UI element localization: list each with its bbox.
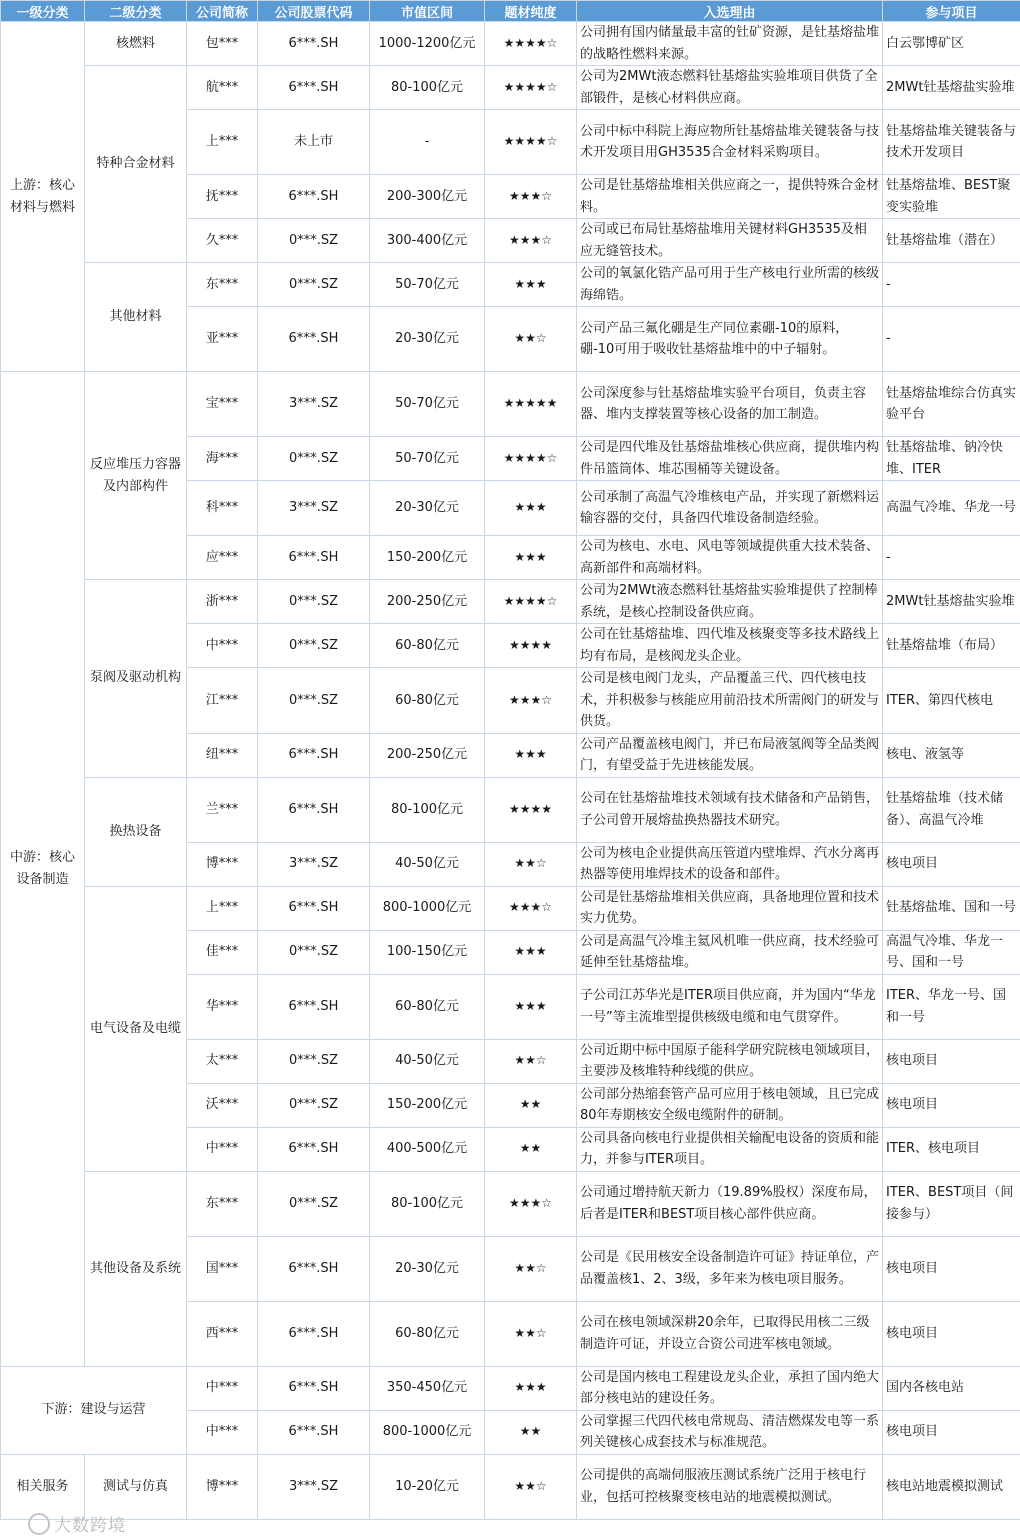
stock-code: 6***.SH [258,886,370,930]
purity-stars: ★★★ [485,733,577,777]
table-row [1,263,1020,307]
company-name: 博*** [187,842,258,886]
stock-code: 6***.SH [258,1127,370,1171]
stock-code: 0***.SZ [258,668,370,734]
stock-code: 0***.SZ [258,437,370,481]
project-text: ITER、华龙一号、国和一号 [883,974,1020,1039]
purity-stars: ★★★★☆ [485,66,577,110]
cat2-cell: 其他材料 [85,263,187,372]
reason-text: 公司为2MWt液态燃料钍基熔盐实验堆项目供货了全部锻件，是核心材料供应商。 [577,66,883,110]
stock-code: 6***.SH [258,536,370,580]
stock-code: 6***.SH [258,974,370,1039]
header-project: 参与项目 [883,1,1020,22]
table-row [1,777,1020,842]
stock-code: 3***.SZ [258,481,370,536]
purity-stars: ★★ [485,1083,577,1127]
company-name: 华*** [187,974,258,1039]
company-name: 太*** [187,1039,258,1083]
market-cap: 150-200亿元 [370,1083,485,1127]
company-name: 亚*** [187,307,258,372]
company-name: 宝*** [187,372,258,437]
market-cap: 60-80亿元 [370,1301,485,1366]
stock-code: 6***.SH [258,1236,370,1301]
purity-stars: ★★★☆ [485,175,577,219]
header-code: 公司股票代码 [258,1,370,22]
market-cap: 40-50亿元 [370,842,485,886]
company-name: 兰*** [187,777,258,842]
stock-code: 6***.SH [258,777,370,842]
market-cap: 1000-1200亿元 [370,22,485,66]
reason-text: 公司深度参与钍基熔盐堆实验平台项目，负责主容器、堆内支撑装置等核心设备的加工制造。 [577,372,883,437]
purity-stars: ★★☆ [485,842,577,886]
reason-text: 公司是高温气冷堆主氦风机唯一供应商，技术经验可延伸至钍基熔盐堆。 [577,930,883,974]
market-cap: 200-300亿元 [370,175,485,219]
reason-text: 公司是核电阀门龙头，产品覆盖三代、四代核电技术，并积极参与核能应用前沿技术所需阀门的研发与供货。 [577,668,883,734]
reason-text: 公司是钍基熔盐堆相关供应商，具备地理位置和技术实力优势。 [577,886,883,930]
market-cap: 50-70亿元 [370,372,485,437]
header-cap: 市值区间 [370,1,485,22]
market-cap: 50-70亿元 [370,263,485,307]
reason-text: 公司在核电领域深耕20余年，已取得民用核二三级制造许可证，并设立合资公司进军核电领域。 [577,1301,883,1366]
stock-code: 0***.SZ [258,219,370,263]
project-text: 核电项目 [883,1410,1020,1454]
table-row [1,66,1020,110]
watermark [28,1511,126,1536]
purity-stars: ★★☆ [485,1454,577,1519]
company-name: 博*** [187,1454,258,1519]
company-name: 航*** [187,66,258,110]
purity-stars: ★★★★★ [485,372,577,437]
cat1-cell: 中游：核心设备制造 [1,372,85,1367]
project-text: 高温气冷堆、华龙一号、国和一号 [883,930,1020,974]
market-cap: 60-80亿元 [370,624,485,668]
reason-text: 公司部分热缩套管产品可应用于核电领域，且已完成80年寿期核安全级电缆附件的研制。 [577,1083,883,1127]
cat1-cell: 上游：核心材料与燃料 [1,22,85,372]
reason-text: 公司在钍基熔盐堆、四代堆及核聚变等多技术路线上均有布局，是核阀龙头企业。 [577,624,883,668]
stock-code: 6***.SH [258,1410,370,1454]
reason-text: 公司产品覆盖核电阀门，并已布局液氢阀等全品类阀门，有望受益于先进核能发展。 [577,733,883,777]
cat2-cell: 测试与仿真 [85,1454,187,1519]
purity-stars: ★★★☆ [485,219,577,263]
company-name: 包*** [187,22,258,66]
reason-text: 公司提供的高端伺服液压测试系统广泛用于核电行业，包括可控核聚变核电站的地震模拟测试。 [577,1454,883,1519]
project-text: 白云鄂博矿区 [883,22,1020,66]
stock-code: 0***.SZ [258,1039,370,1083]
market-cap: 80-100亿元 [370,1171,485,1236]
header-reason: 入选理由 [577,1,883,22]
company-name: 东*** [187,263,258,307]
purity-stars: ★★★★ [485,777,577,842]
reason-text: 公司或已布局钍基熔盐堆用关键材料GH3535及相应无缝管技术。 [577,219,883,263]
company-name: 浙*** [187,580,258,624]
header-cat2: 二级分类 [85,1,187,22]
cat2-cell: 换热设备 [85,777,187,886]
company-name: 上*** [187,886,258,930]
reason-text: 子公司江苏华光是ITER项目供应商，并为国内“华龙一号”等主流堆型提供核级电缆和电气贯穿件。 [577,974,883,1039]
market-cap: - [370,110,485,175]
header-row [1,1,1020,22]
purity-stars: ★★★☆ [485,1171,577,1236]
reason-text: 公司产品三氟化硼是生产同位素硼-10的原料，硼-10可用于吸收钍基熔盐堆中的中子辐射。 [577,307,883,372]
reason-text: 公司是四代堆及钍基熔盐堆核心供应商，提供堆内构件吊篮筒体、堆芯围桶等关键设备。 [577,437,883,481]
watermark-logo-icon [28,1513,50,1535]
market-cap: 20-30亿元 [370,481,485,536]
company-name: 东*** [187,1171,258,1236]
stock-code: 0***.SZ [258,1083,370,1127]
cat2-cell: 其他设备及系统 [85,1171,187,1366]
project-text: 钍基熔盐堆（潜在） [883,219,1020,263]
company-name: 中*** [187,1410,258,1454]
cat1-cell: 相关服务 [1,1454,85,1519]
project-text: 2MWt钍基熔盐实验堆 [883,580,1020,624]
reason-text: 公司拥有国内储量最丰富的钍矿资源，是钍基熔盐堆的战略性燃料来源。 [577,22,883,66]
project-text: 钍基熔盐堆、钠冷快堆、ITER [883,437,1020,481]
market-cap: 350-450亿元 [370,1366,485,1410]
purity-stars: ★★★★ [485,624,577,668]
project-text: - [883,536,1020,580]
reason-text: 公司在钍基熔盐堆技术领域有技术储备和产品销售，子公司曾开展熔盐换热器技术研究。 [577,777,883,842]
header-name: 公司简称 [187,1,258,22]
company-name: 上*** [187,110,258,175]
stock-code: 0***.SZ [258,1171,370,1236]
project-text: 核电项目 [883,1083,1020,1127]
project-text: 高温气冷堆、华龙一号 [883,481,1020,536]
market-cap: 10-20亿元 [370,1454,485,1519]
market-cap: 800-1000亿元 [370,886,485,930]
stock-code: 6***.SH [258,1366,370,1410]
purity-stars: ★★★★☆ [485,580,577,624]
company-name: 海*** [187,437,258,481]
project-text: ITER、核电项目 [883,1127,1020,1171]
stock-code: 0***.SZ [258,263,370,307]
reason-text: 公司为核电、水电、风电等领域提供重大技术装备、高新部件和高端材料。 [577,536,883,580]
company-name: 纽*** [187,733,258,777]
company-name: 科*** [187,481,258,536]
project-text: 核电、液氢等 [883,733,1020,777]
reason-text: 公司的氧氯化锆产品可用于生产核电行业所需的核级海绵锆。 [577,263,883,307]
reason-text: 公司是《民用核安全设备制造许可证》持证单位，产品覆盖核1、2、3级，多年来为核电项目服务。 [577,1236,883,1301]
market-cap: 20-30亿元 [370,1236,485,1301]
cat1-cell: 下游：建设与运营 [1,1366,187,1454]
purity-stars: ★★★★☆ [485,22,577,66]
project-text: 核电项目 [883,1236,1020,1301]
reason-text: 公司具备向核电行业提供相关输配电设备的资质和能力，并参与ITER项目。 [577,1127,883,1171]
market-cap: 400-500亿元 [370,1127,485,1171]
project-text: 钍基熔盐堆（布局） [883,624,1020,668]
company-name: 久*** [187,219,258,263]
purity-stars: ★★★☆ [485,668,577,734]
stock-code: 6***.SH [258,175,370,219]
project-text: 核电项目 [883,1039,1020,1083]
purity-stars: ★★★ [485,263,577,307]
market-cap: 200-250亿元 [370,580,485,624]
reason-text: 公司为核电企业提供高压管道内壁堆焊、汽水分离再热器等使用堆焊技术的设备和部件。 [577,842,883,886]
purity-stars: ★★★★☆ [485,437,577,481]
market-cap: 100-150亿元 [370,930,485,974]
project-text: - [883,263,1020,307]
company-name: 国*** [187,1236,258,1301]
market-cap: 20-30亿元 [370,307,485,372]
table-row [1,372,1020,437]
project-text: 钍基熔盐堆综合仿真实验平台 [883,372,1020,437]
project-text: 核电项目 [883,842,1020,886]
reason-text: 公司通过增持航天新力（19.89%股权）深度布局，后者是ITER和BEST项目核心部件供应商。 [577,1171,883,1236]
purity-stars: ★★☆ [485,307,577,372]
reason-text: 公司是国内核电工程建设龙头企业，承担了国内绝大部分核电站的建设任务。 [577,1366,883,1410]
stock-code: 6***.SH [258,66,370,110]
cat2-cell: 核燃料 [85,22,187,66]
reason-text: 公司掌握三代四代核电常规岛、清洁燃煤发电等一系列关键核心成套技术与标准规范。 [577,1410,883,1454]
reason-text: 公司是钍基熔盐堆相关供应商之一，提供特殊合金材料。 [577,175,883,219]
company-name: 中*** [187,1127,258,1171]
purity-stars: ★★ [485,1410,577,1454]
stock-code: 未上市 [258,110,370,175]
header-cat1: 一级分类 [1,1,85,22]
project-text: 钍基熔盐堆、BEST聚变实验堆 [883,175,1020,219]
reason-text: 公司近期中标中国原子能科学研究院核电领域项目，主要涉及核堆特种线缆的供应。 [577,1039,883,1083]
stock-code: 0***.SZ [258,580,370,624]
market-cap: 300-400亿元 [370,219,485,263]
market-cap: 80-100亿元 [370,777,485,842]
table-row [1,1366,1020,1410]
purity-stars: ★★★ [485,1366,577,1410]
purity-stars: ★★★ [485,536,577,580]
table-body [1,22,1020,1520]
stock-code: 0***.SZ [258,624,370,668]
purity-stars: ★★★★☆ [485,110,577,175]
purity-stars: ★★☆ [485,1301,577,1366]
table-row [1,1171,1020,1236]
company-name: 江*** [187,668,258,734]
project-text: - [883,307,1020,372]
project-text: 国内各核电站 [883,1366,1020,1410]
project-text: 2MWt钍基熔盐实验堆 [883,66,1020,110]
table-row [1,580,1020,624]
purity-stars: ★★★ [485,974,577,1039]
table-row [1,22,1020,66]
company-name: 中*** [187,1366,258,1410]
project-text: 钍基熔盐堆关键装备与技术开发项目 [883,110,1020,175]
cat2-cell: 反应堆压力容器及内部构件 [85,372,187,580]
table-row [1,886,1020,930]
stock-code: 3***.SZ [258,1454,370,1519]
market-cap: 60-80亿元 [370,974,485,1039]
company-name: 中*** [187,624,258,668]
reason-text: 公司为2MWt液态燃料钍基熔盐实验堆提供了控制棒系统，是核心控制设备供应商。 [577,580,883,624]
stock-code: 6***.SH [258,22,370,66]
company-name: 佳*** [187,930,258,974]
reason-text: 公司中标中科院上海应物所钍基熔盐堆关键装备与技术开发项目用GH3535合金材料采购项目。 [577,110,883,175]
stock-code: 3***.SZ [258,372,370,437]
reason-text: 公司承制了高温气冷堆核电产品，并实现了新燃料运输容器的交付，具备四代堆设备制造经验。 [577,481,883,536]
purity-stars: ★★☆ [485,1039,577,1083]
table-row [1,1454,1020,1519]
purity-stars: ★★★ [485,481,577,536]
market-cap: 150-200亿元 [370,536,485,580]
stock-code: 6***.SH [258,307,370,372]
project-text: 钍基熔盐堆、国和一号 [883,886,1020,930]
market-cap: 800-1000亿元 [370,1410,485,1454]
purity-stars: ★★★☆ [485,886,577,930]
market-cap: 60-80亿元 [370,668,485,734]
header-purity: 题材纯度 [485,1,577,22]
project-text: 钍基熔盐堆（技术储备）、高温气冷堆 [883,777,1020,842]
project-text: 核电站地震模拟测试 [883,1454,1020,1519]
company-name: 应*** [187,536,258,580]
company-name: 西*** [187,1301,258,1366]
project-text: ITER、第四代核电 [883,668,1020,734]
stock-code: 0***.SZ [258,930,370,974]
cat2-cell: 特种合金材料 [85,66,187,263]
purity-stars: ★★ [485,1127,577,1171]
purity-stars: ★★★ [485,930,577,974]
market-cap: 50-70亿元 [370,437,485,481]
market-cap: 200-250亿元 [370,733,485,777]
watermark-text: 大数跨境 [54,1516,126,1536]
stock-code: 6***.SH [258,733,370,777]
stock-code: 6***.SH [258,1301,370,1366]
project-text: ITER、BEST项目（间接参与） [883,1171,1020,1236]
project-text: 核电项目 [883,1301,1020,1366]
stock-code: 3***.SZ [258,842,370,886]
cat2-cell: 电气设备及电缆 [85,886,187,1171]
company-name: 抚*** [187,175,258,219]
market-cap: 80-100亿元 [370,66,485,110]
cat2-cell: 泵阀及驱动机构 [85,580,187,778]
purity-stars: ★★☆ [485,1236,577,1301]
market-cap: 40-50亿元 [370,1039,485,1083]
company-name: 沃*** [187,1083,258,1127]
